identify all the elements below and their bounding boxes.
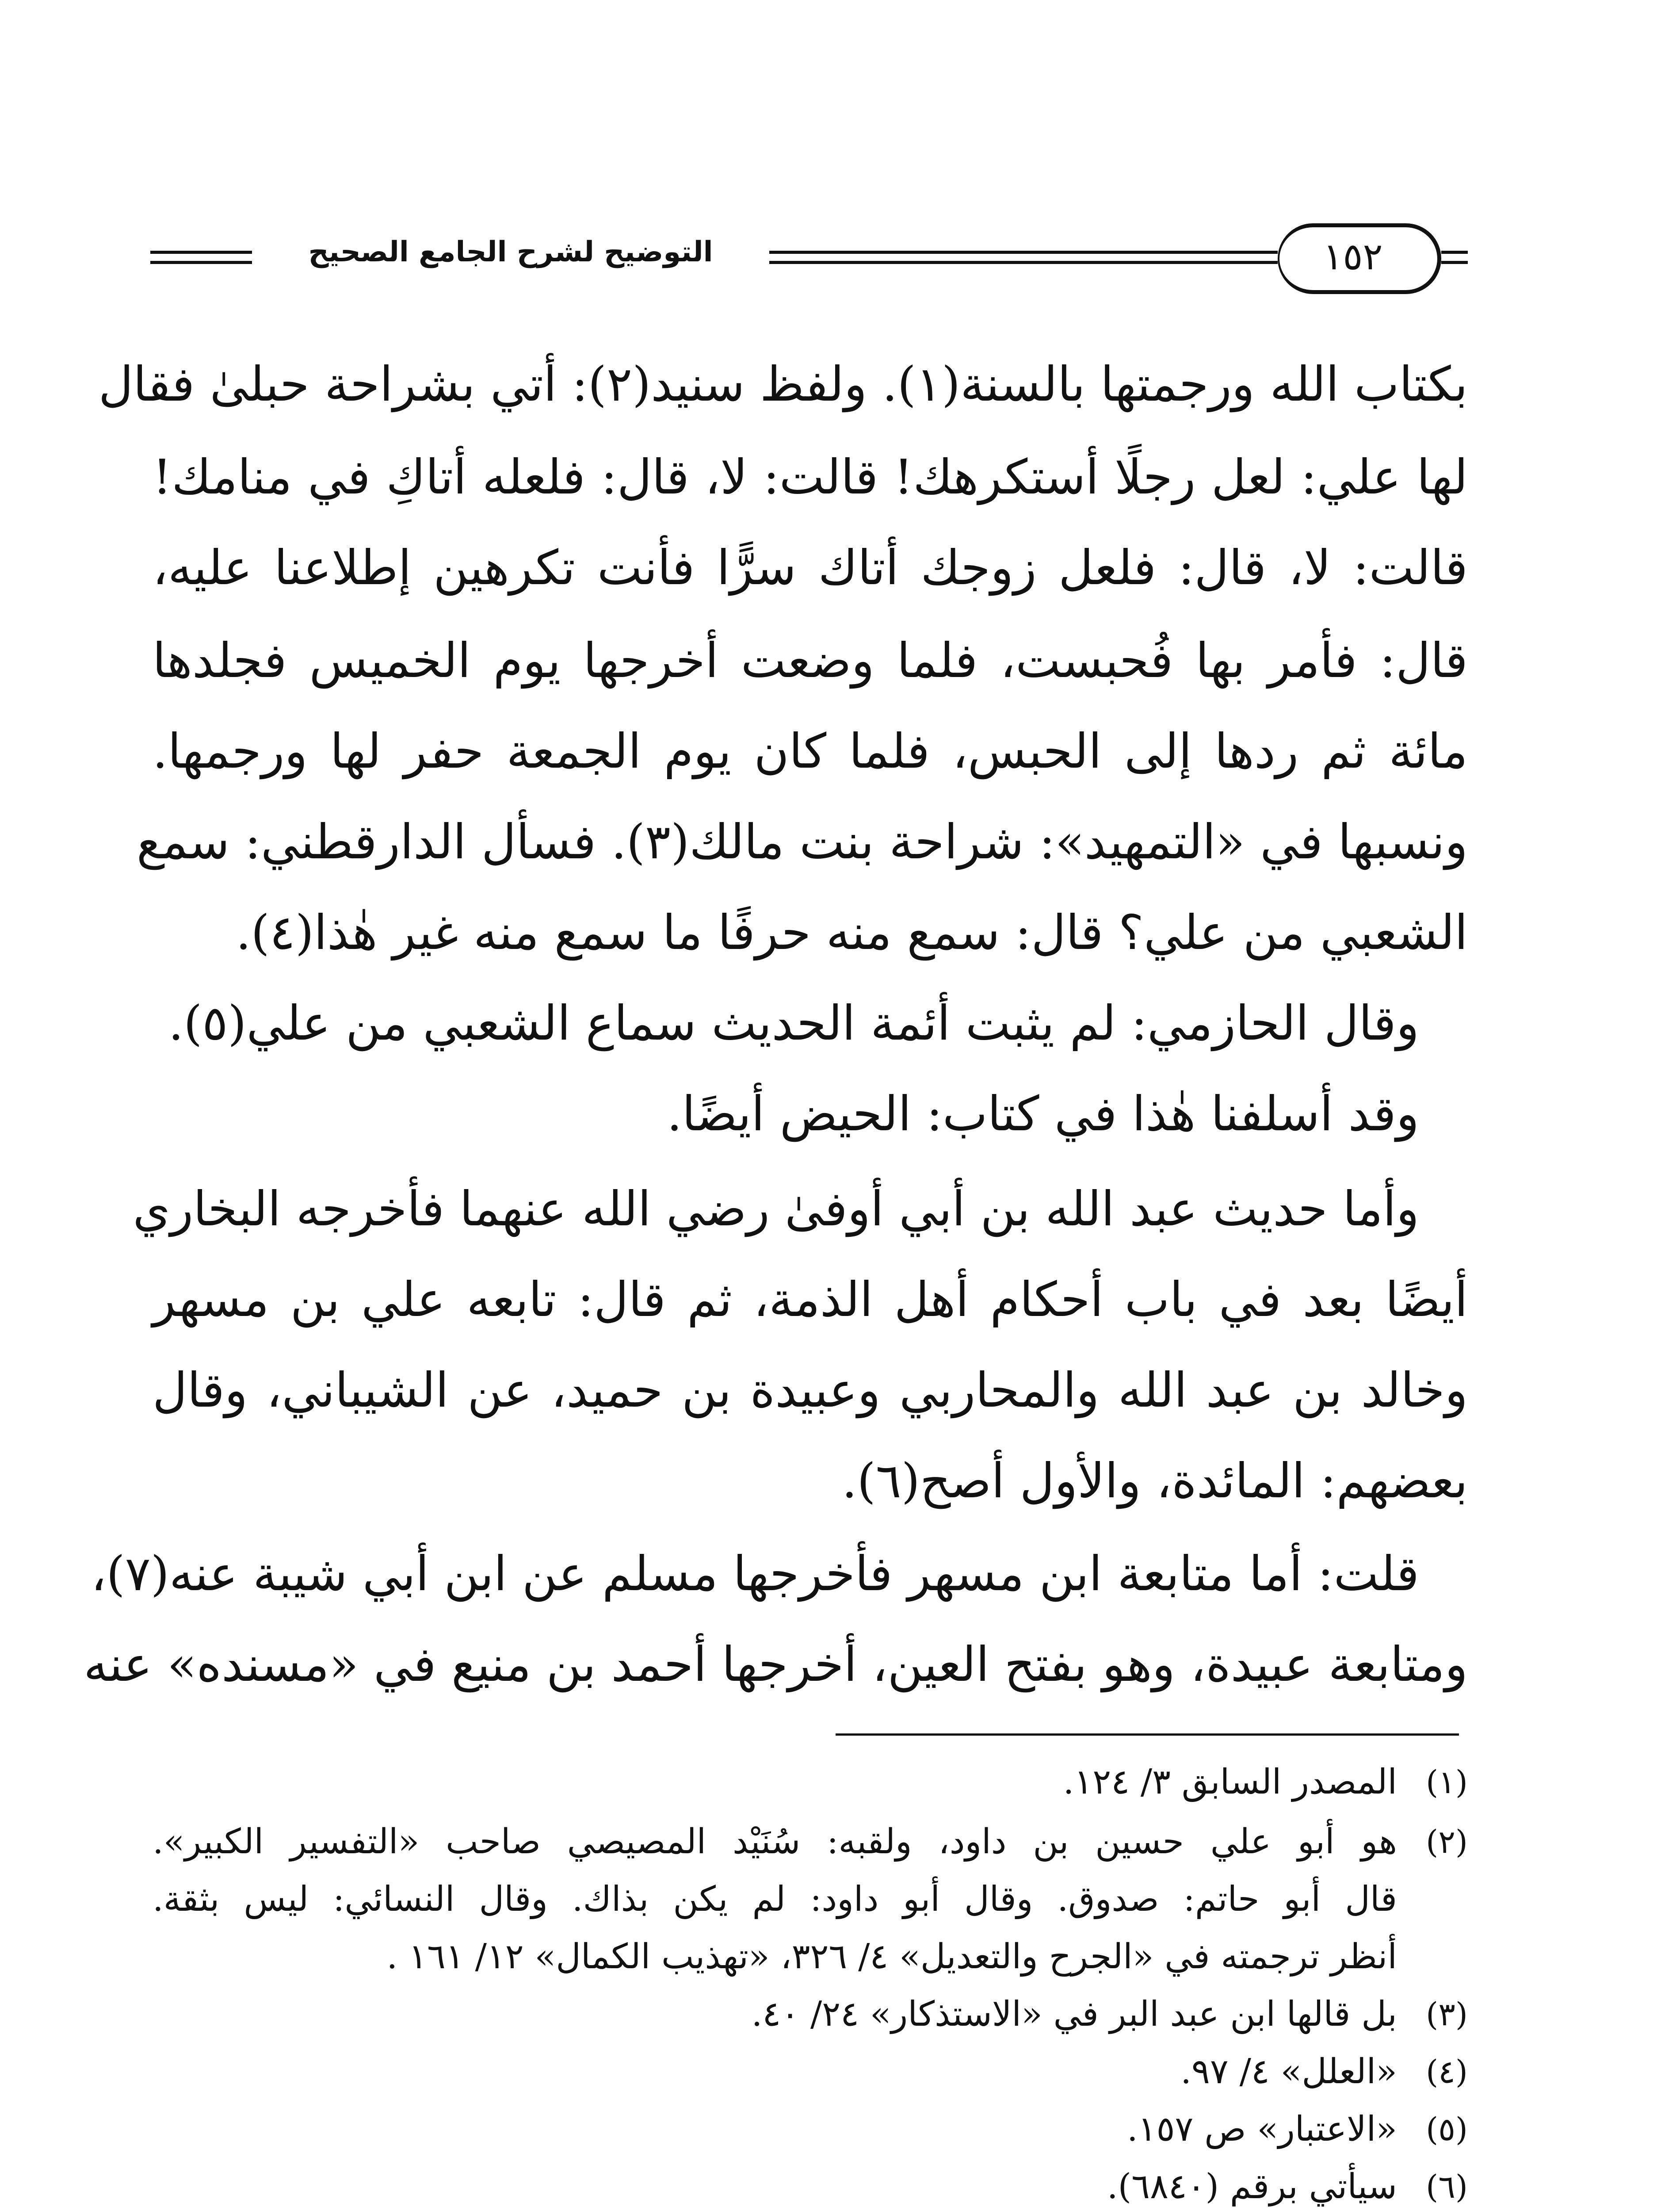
footnote-line: «الاعتبار» ص ١٥٧. (1126, 2109, 1397, 2149)
footnote-number: (٦) (1426, 2168, 1468, 2205)
footnote-separator (836, 1733, 1459, 1736)
text-line: ونسبها في «التمهيد»: شراحة بنت مالك(٣). فسأل الدارقطني: سمع (136, 815, 1468, 870)
text-line: قلت: أما متابعة ابن مسهر فأخرجها مسلم عن ابن أبي شيبة عنه(٧)، (91, 1546, 1419, 1602)
page-title: التوضيح لشرح الجامع الصحيح (308, 236, 713, 268)
text-line: قالت: لا، قال: فلعل زوجك أتاك سرًّا فأنت تكرهين إطلاعنا عليه، (153, 540, 1468, 596)
text-line: بكتاب الله ورجمتها بالسنة(١). ولفظ سنيد(٢): أتي بشراحة حبلىٰ فقال (98, 357, 1468, 412)
footnote-line: «العلل» ٤/ ٩٧. (1180, 2052, 1397, 2092)
header-rule (150, 251, 252, 254)
page-number: ١٥٢ (1323, 235, 1383, 278)
text-line: لها علي: لعل رجلًا أستكرهك! قالت: لا، قال: فلعله أتاكِ في منامك! (153, 450, 1468, 505)
footnote-line: بل قالها ابن عبد البر في «الاستذكار» ٢٤/ ٤٠. (751, 1994, 1397, 2034)
header-rule (1441, 251, 1468, 254)
footnote-number: (٣) (1426, 1996, 1468, 2033)
footnote-line: هو أبو علي حسين بن داود، ولقبه: سُنَيْد المصيصي صاحب «التفسير الكبير». (153, 1822, 1397, 1862)
text-line: وخالد بن عبد الله والمحاربي وعبيدة بن حميد، عن الشيباني، وقال (153, 1363, 1468, 1418)
footnote-number: (١) (1426, 1763, 1468, 1801)
text-line: وأما حديث عبد الله بن أبي أوفىٰ رضي الله عنهما فأخرجه البخاري (133, 1182, 1419, 1237)
header-rule (769, 261, 1278, 264)
header-rule (769, 251, 1278, 254)
text-line: أيضًا بعد في باب أحكام أهل الذمة، ثم قال: تابعه علي بن مسهر (153, 1272, 1468, 1327)
text-line: وقد أسلفنا هٰذا في كتاب: الحيض أيضًا. (667, 1086, 1419, 1142)
footnote-number: (٢) (1426, 1823, 1468, 1860)
text-line: ومتابعة عبيدة، وهو بفتح العين، أخرجها أحمد بن منيع في «مسنده» عنه (84, 1637, 1468, 1692)
header-rule (150, 261, 252, 264)
footnote-line: سيأتي برقم (٦٨٤٠). (1107, 2167, 1397, 2207)
footnote-line: المصدر السابق ٣/ ١٢٤. (1063, 1762, 1397, 1802)
footnote-line: أنظر ترجمته في «الجرح والتعديل» ٤/ ٣٢٦، «تهذيب الكمال» ١٢/ ١٦١ . (386, 1937, 1397, 1977)
footnote-number: (٥) (1426, 2111, 1468, 2148)
header-rule (1441, 261, 1468, 264)
text-line: وقال الحازمي: لم يثبت أئمة الحديث سماع الشعبي من علي(٥). (168, 996, 1419, 1051)
text-line: قال: فأمر بها فُحبست، فلما وضعت أخرجها يوم الخميس فجلدها (153, 633, 1468, 689)
text-line: الشعبي من علي؟ قال: سمع منه حرفًا ما سمع منه غير هٰذا(٤). (236, 905, 1468, 960)
footnote-number: (٤) (1426, 2053, 1468, 2090)
text-line: بعضهم: المائدة، والأول أصح(٦). (842, 1454, 1468, 1509)
footnote-line: قال أبو حاتم: صدوق. وقال أبو داود: لم يكن بذاك. وقال النسائي: ليس بثقة. (153, 1879, 1397, 1919)
text-line: مائة ثم ردها إلى الحبس، فلما كان يوم الجمعة حفر لها ورجمها. (153, 724, 1468, 779)
